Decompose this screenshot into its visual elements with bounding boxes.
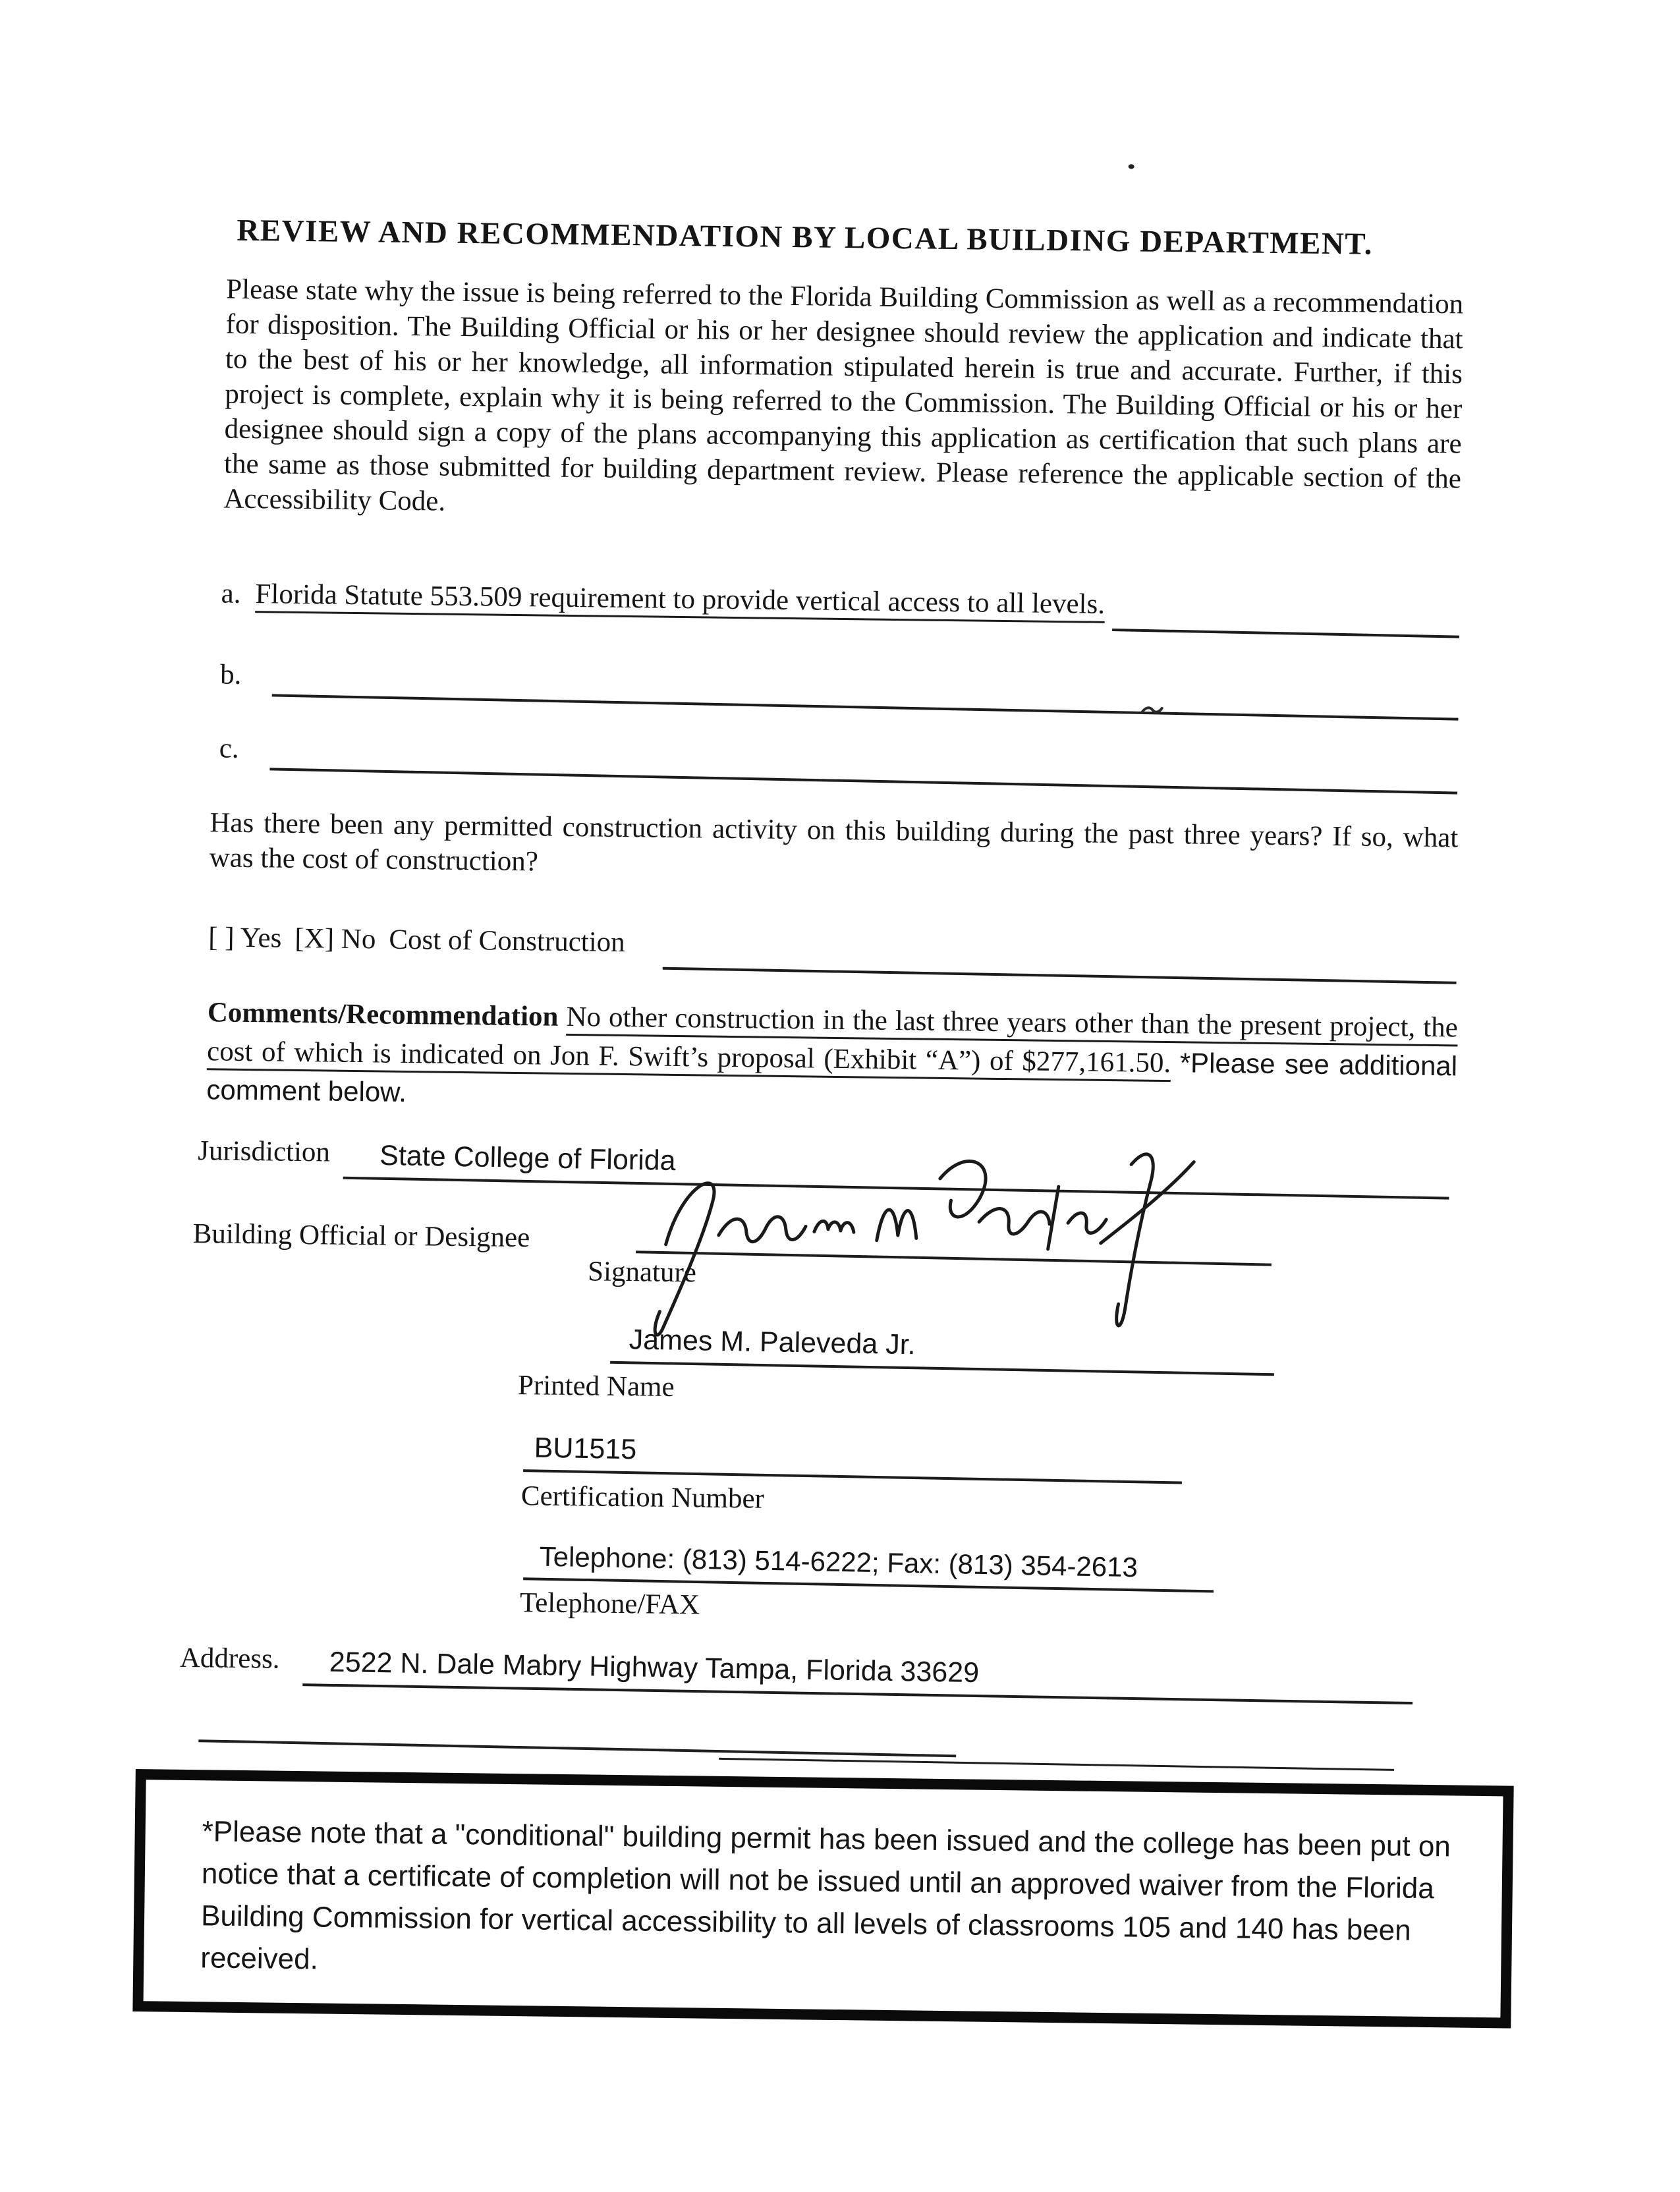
page-title: REVIEW AND RECOMMENDATION BY LOCAL BUILDING DEPARTMENT. bbox=[237, 213, 1374, 262]
blank-line bbox=[663, 967, 1456, 984]
telephone-field bbox=[523, 1507, 1215, 1592]
referral-item-a bbox=[221, 577, 1459, 625]
comments-note: *Please see additional comment below. bbox=[206, 1047, 1458, 1108]
jurisdiction-value: State College of Florida bbox=[379, 1139, 676, 1177]
address-label: Address. bbox=[179, 1642, 280, 1675]
address-row bbox=[180, 1642, 1414, 1693]
signature-sublabel: Signature bbox=[587, 1256, 697, 1289]
checkbox-yes: [ ] Yes bbox=[208, 922, 282, 954]
construction-question: Has there been any permitted construction activity on this building during the past three years? If so, what was the cost of construction? bbox=[209, 807, 1459, 878]
scan-artifact-tilde bbox=[1140, 705, 1164, 716]
telephone-value: Telephone: (813) 514-6222; Fax: (813) 354-2613 bbox=[539, 1540, 1138, 1583]
referral-item-b-label: b. bbox=[219, 659, 242, 690]
jurisdiction-label: Jurisdiction bbox=[198, 1135, 331, 1168]
intro-paragraph: Please state why the issue is being referred to the Florida Building Commission as well as a recommendation for disposition. The Building Official or his or her designee should review the application and indicate that to the best of his or her knowledge, all information stipulated herein is true and accurate. Further, if this project is complete, explain why it is being referred to the Commission. The Building Official or his or her designee should sign a copy of the plans accompanying this application as certification that such plans are the same as those submitted for building department review. Please reference the applicable section of the Accessibility Code. bbox=[223, 273, 1464, 517]
referral-item-a-label: a. bbox=[221, 578, 241, 609]
referral-item-c-label: c. bbox=[219, 733, 239, 764]
blank-line bbox=[272, 694, 1458, 720]
printed-name-label: Printed Name bbox=[517, 1370, 675, 1403]
referral-item-a-value: Florida Statute 553.509 requirement to provide vertical access to all levels. bbox=[255, 578, 1106, 620]
footnote-box bbox=[132, 1769, 1513, 2029]
referral-item-c bbox=[219, 725, 1458, 779]
cost-of-construction-label: Cost of Construction bbox=[389, 924, 625, 959]
divider-rule-right bbox=[719, 1758, 1394, 1771]
checkbox-no: [X] No bbox=[294, 922, 376, 955]
certification-value: BU1515 bbox=[534, 1432, 637, 1466]
address-value: 2522 N. Dale Mabry Highway Tampa, Florida 33629 bbox=[329, 1646, 980, 1689]
blank-line bbox=[269, 768, 1457, 794]
comments-value: No other construction in the last three years other than the present project, the cost of which is indicated on Jon F. Swift’s proposal (Exhibit “A”) of $277,161.50. bbox=[206, 1001, 1459, 1079]
certification-field bbox=[523, 1401, 1183, 1484]
cost-line bbox=[208, 921, 1457, 969]
comments-label: Comments/Recommendation bbox=[207, 997, 559, 1032]
blank-line bbox=[1113, 629, 1460, 638]
scan-artifact-dot bbox=[1129, 164, 1134, 169]
printed-name-field bbox=[610, 1287, 1275, 1376]
printed-name-value: James M. Paleveda Jr. bbox=[629, 1324, 916, 1361]
referral-item-b bbox=[220, 651, 1459, 706]
telephone-label: Telephone/FAX bbox=[519, 1587, 700, 1621]
footnote-text: *Please note that a "conditional" building permit has been issued and the college has been put on notice that a certificate of completion will not be issued until an approved waiver from the Florida Building Commission for vertical accessibility to all levels of classrooms 105 and 140 has been received. bbox=[200, 1815, 1451, 1976]
divider-rule-left bbox=[198, 1739, 956, 1757]
certification-label: Certification Number bbox=[520, 1480, 765, 1515]
building-official-label: Building Official or Designee bbox=[192, 1218, 530, 1254]
